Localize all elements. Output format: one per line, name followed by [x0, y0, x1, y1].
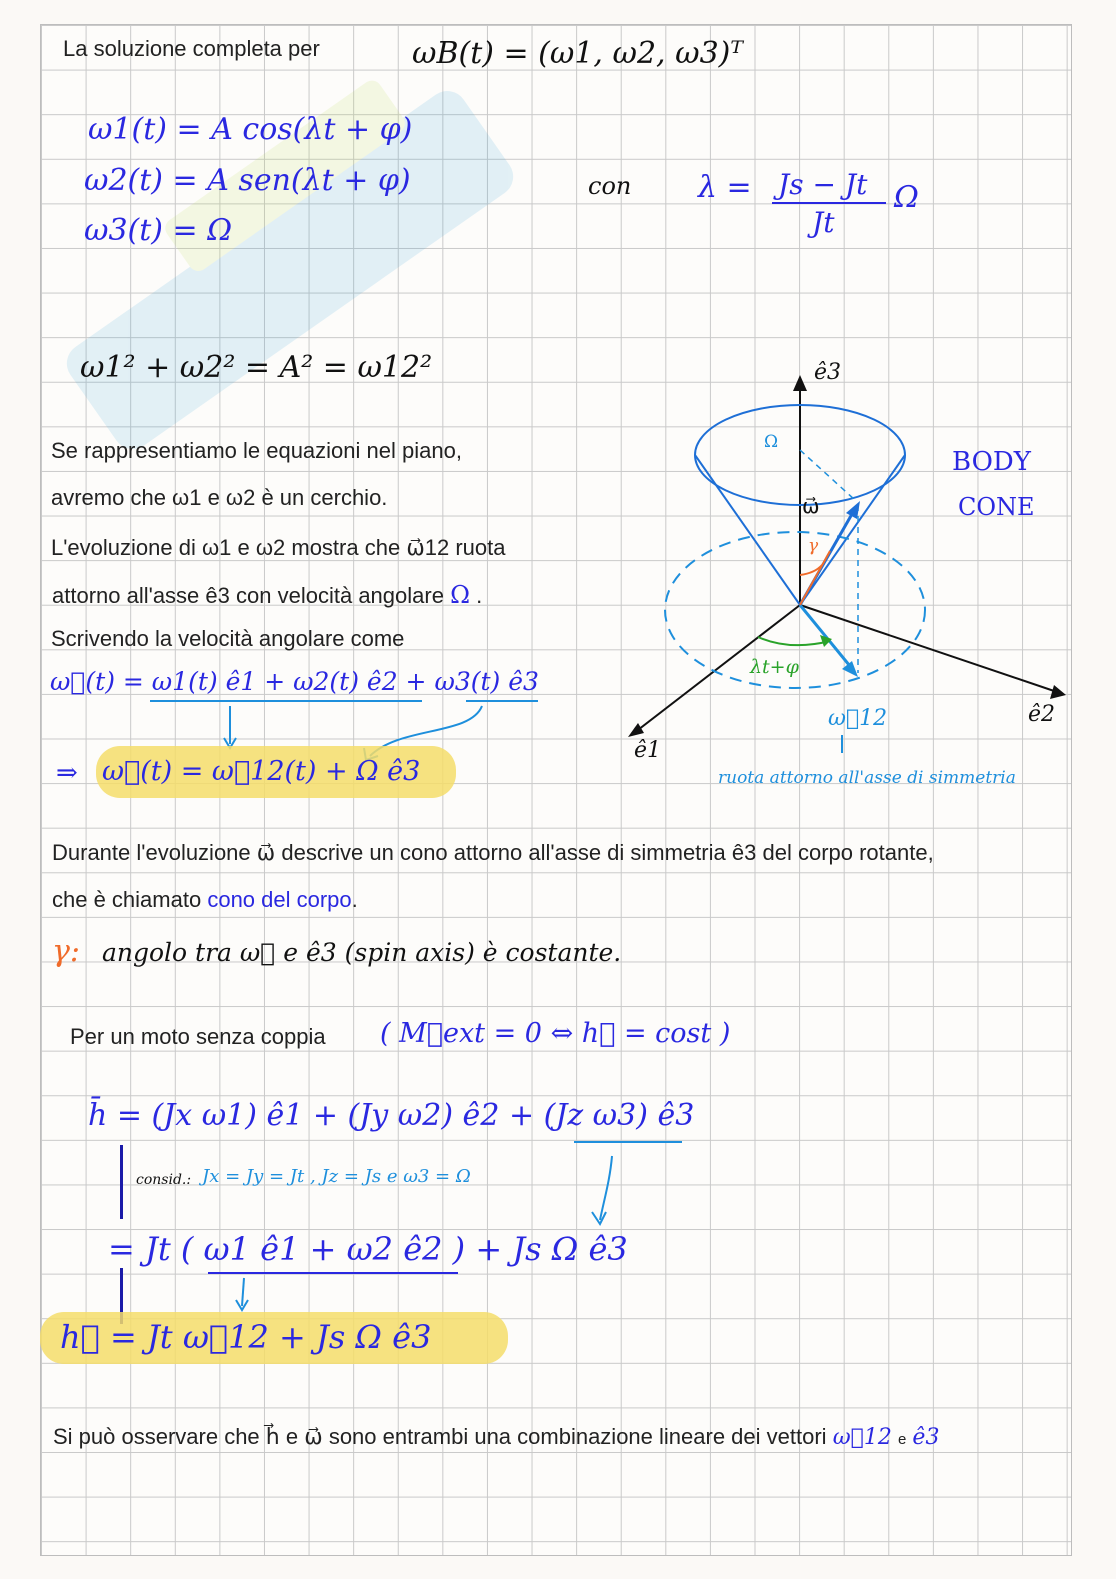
- conclusion-h-symbol: h⃗: [265, 1424, 280, 1449]
- omega-vector-decomposition: ω⃗(t) = ω1(t) ê1 + ω2(t) ê2 + ω3(t) ê3: [50, 667, 539, 696]
- eq-omega2: ω2(t) = A sen(λt + φ): [84, 163, 411, 198]
- explanation-line1: Se rappresentiamo le equazioni nel piano,: [51, 438, 462, 463]
- explanation-line4-dot: .: [476, 583, 483, 608]
- h-final-equation: h⃗ = Jt ω⃗12 + Js Ω ê3: [60, 1318, 432, 1356]
- label-gamma: γ: [808, 536, 819, 556]
- axis-e3-arrowhead: [793, 375, 807, 391]
- cone-line1: [52, 840, 934, 866]
- label-e3: ê3: [814, 360, 842, 385]
- cone-right-side: [800, 455, 905, 605]
- cone-line2: [52, 887, 358, 913]
- con-label: con: [588, 172, 632, 200]
- explanation-line2: avremo che ω1 e ω2 è un cerchio.: [51, 485, 388, 510]
- h-equation-2: = Jt ( ω1 ê1 + ω2 ê2 ) + Js Ω ê3: [108, 1230, 628, 1268]
- cone-line1-b: descrive un cono attorno all'asse di simmetria: [281, 840, 726, 865]
- omega-cap-symbol: Ω: [450, 581, 470, 609]
- cone-omega-symbol: ω⃗: [256, 840, 276, 865]
- h-equation: h̄ = (Jx ω1) ê1 + (Jy ω2) ê2 + (Jz ω3) ê3: [88, 1098, 695, 1133]
- body-cone-diagram: [620, 355, 1080, 795]
- explanation-line3: [51, 535, 506, 561]
- lambda-lhs: λ =: [698, 170, 752, 205]
- gamma-definition: angolo tra ω⃗ e ê3 (spin axis) è costante.: [102, 938, 622, 967]
- lambda-omega: Ω: [894, 180, 919, 215]
- conclusion-vec1: ω⃗12: [832, 1425, 892, 1450]
- intro-text: La soluzione completa per: [63, 36, 320, 61]
- label-angle: λt+φ: [750, 656, 799, 678]
- eq-omega3: ω3(t) = Ω: [84, 213, 233, 248]
- omega-result-equation: ω⃗(t) = ω⃗12(t) + Ω ê3: [102, 756, 421, 787]
- conclusion-e-word: e: [285, 1424, 299, 1449]
- cone-line1-a: Durante l'evoluzione: [52, 840, 251, 865]
- axis-e1-arrowhead: [628, 723, 644, 737]
- conclusion-w-symbol: ω⃗: [304, 1424, 323, 1449]
- eq-omega1: ω1(t) = A cos(λt + φ): [88, 112, 413, 147]
- cone-left-side: [695, 455, 800, 605]
- axis-e2: [800, 605, 1060, 693]
- label-e2: ê2: [1028, 702, 1056, 727]
- explanation-line4-b: con velocità angolare: [236, 583, 444, 608]
- explanation-line3-a: L'evoluzione di ω1 e ω2 mostra che: [51, 535, 401, 560]
- conclusion-and: e: [897, 1431, 907, 1448]
- gamma-label: γ:: [52, 934, 81, 969]
- label-omega-vec: ω⃗: [802, 494, 820, 518]
- omega12-symbol: ω⃗12: [406, 535, 450, 560]
- explanation-line4-a: attorno all'asse: [52, 583, 200, 608]
- derivation-bar-1: [120, 1145, 123, 1219]
- lambda-denominator: Jt: [812, 206, 835, 239]
- omega-b-equation: ωB(t) = (ω1, ω2, ω3)ᵀ: [412, 36, 743, 71]
- gamma-guide: [800, 551, 830, 605]
- e3-symbol: ê3: [205, 583, 230, 608]
- label-omega12: ω⃗12: [828, 706, 888, 731]
- axis-e2-arrowhead: [1050, 685, 1066, 699]
- torque-free-condition: ( M⃗ext = 0 ⇔ h⃗ = cost ): [380, 1018, 731, 1049]
- fraction-bar: [772, 202, 886, 204]
- omega-result-arrow: ⇒: [56, 758, 78, 788]
- underline-jz-omega3: [574, 1141, 682, 1143]
- conclusion-vec2: ê3: [912, 1425, 940, 1450]
- jz-arrow: [580, 1150, 630, 1230]
- angle-arc: [758, 637, 830, 645]
- label-omega-cap: Ω: [764, 432, 779, 452]
- conclusion-text-a: Si può osservare che: [53, 1424, 260, 1449]
- explanation-line5: Scrivendo la velocità angolare come: [51, 626, 405, 651]
- diagram-caption: ruota attorno all'asse di simmetria: [718, 768, 1016, 788]
- cone-line2-b: .: [351, 887, 358, 912]
- consid-label: consid.:: [136, 1172, 192, 1188]
- circle-equation: ω1² + ω2² = A² = ω12²: [80, 350, 433, 385]
- label-e1: ê1: [634, 738, 662, 763]
- explanation-line4: [52, 581, 482, 609]
- label-cone: CONE: [958, 493, 1035, 521]
- cone-line1-c: del corpo rotante,: [762, 840, 934, 865]
- explanation-line3-b: ruota: [455, 535, 506, 560]
- lambda-numerator: Js − Jt: [778, 168, 868, 201]
- dashed-guide-1: [800, 450, 855, 500]
- cone-line2-a: che è chiamato: [52, 887, 202, 912]
- label-body: BODY: [952, 447, 1031, 477]
- cone-e3-symbol: ê3: [731, 840, 757, 865]
- consid-text: Jx = Jy = Jt , Jz = Js e ω3 = Ω: [202, 1166, 471, 1187]
- cono-del-corpo-link[interactable]: cono del corpo: [207, 887, 352, 912]
- conclusion-line: [53, 1424, 939, 1450]
- conclusion-text-b: sono entrambi una combinazione lineare dei vettori: [328, 1424, 827, 1449]
- underline-omega1-omega2: [208, 1272, 458, 1274]
- torque-free-intro: Per un moto senza coppia: [70, 1024, 326, 1049]
- omega12-substitution-arrow: [230, 1276, 260, 1316]
- omega12-vector-arrowhead: [842, 661, 858, 677]
